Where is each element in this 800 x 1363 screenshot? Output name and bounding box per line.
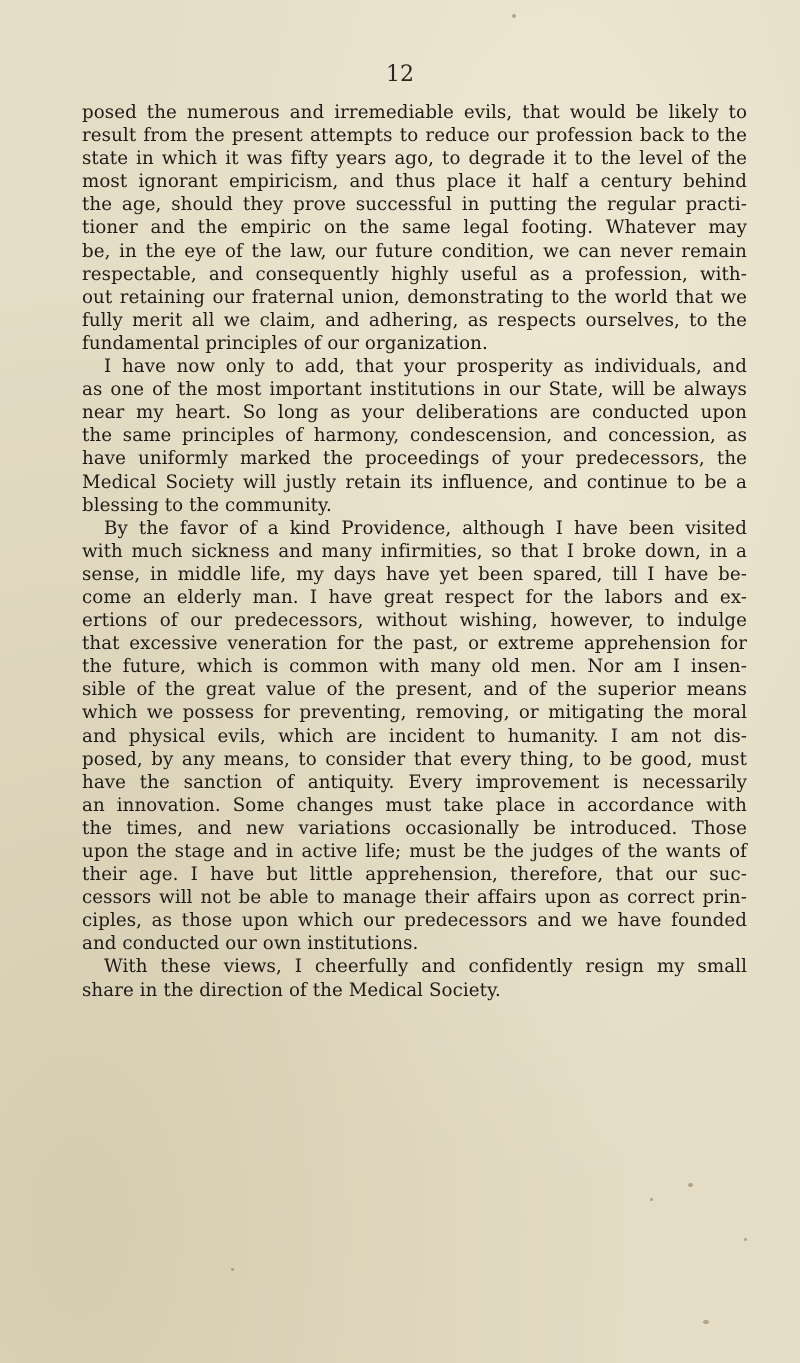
text-line: By the favor of a kind Providence, although I have been visited: [104, 517, 747, 539]
text-line: the times, and new variations occasionally be introduced. Those: [82, 817, 747, 839]
text-line: tioner and the empiric on the same legal footing. Whatever may: [82, 217, 747, 239]
text-line: posed the numerous and irremediable evils, that would be likely to: [82, 102, 747, 123]
text-line: and conducted our own institutions.: [82, 933, 419, 955]
text-line: come an elderly man. I have great respect for the labors and ex-: [82, 586, 747, 608]
text-line: posed, by any means, to consider that every thing, to be good, must: [82, 748, 747, 770]
text-line: with much sickness and many infirmities, so that I broke down, in a: [82, 540, 747, 562]
text-line: be, in the eye of the law, our future condition, we can never remain: [82, 240, 747, 262]
paper-speck: [744, 1238, 747, 1241]
text-line: I have now only to add, that your prosperity as individuals, and: [104, 356, 747, 378]
body-text: [82, 101, 747, 1002]
text-line: that excessive veneration for the past, or extreme apprehension for: [82, 633, 747, 655]
text-line: their age. I have but little apprehension, therefore, that our suc-: [82, 864, 747, 886]
text-line: fundamental principles of our organization.: [82, 332, 488, 354]
text-line: Medical Society will justly retain its influence, and continue to be a: [82, 471, 747, 493]
text-line: near my heart. So long as your deliberations are conducted upon: [82, 402, 747, 424]
text-line: an innovation. Some changes must take place in accordance with: [82, 794, 747, 816]
text-line: sible of the great value of the present, and of the superior means: [82, 679, 747, 701]
paper-speck: [512, 14, 516, 18]
text-line: ciples, as those upon which our predecessors and we have founded: [82, 910, 747, 932]
text-line: the age, should they prove successful in putting the regular practi-: [82, 194, 747, 216]
text-line: fully merit all we claim, and adhering, as respects ourselves, to the: [82, 309, 747, 331]
text-line: have uniformly marked the proceedings of your predecessors, the: [82, 448, 747, 470]
text-line: respectable, and consequently highly useful as a profession, with-: [82, 263, 747, 285]
text-line: ertions of our predecessors, without wishing, however, to indulge: [82, 610, 747, 632]
text-line: the same principles of harmony, condescension, and concession, as: [82, 425, 747, 447]
text-line: result from the present attempts to reduce our profession back to the: [82, 125, 747, 147]
text-line: and physical evils, which are incident to humanity. I am not dis-: [82, 725, 747, 747]
text-line: have the sanction of antiquity. Every improvement is necessarily: [82, 771, 747, 793]
paper-speck: [703, 1320, 709, 1324]
text-line: cessors will not be able to manage their affairs upon as correct prin-: [82, 887, 747, 909]
paper-speck: [231, 1268, 234, 1271]
text-line: upon the stage and in active life; must be the judges of the wants of: [82, 841, 747, 862]
text-line: which we possess for preventing, removing, or mitigating the moral: [82, 702, 747, 724]
text-line: blessing to the community.: [82, 494, 332, 516]
text-line: out retaining our fraternal union, demonstrating to the world that we: [82, 286, 747, 308]
paper-speck: [688, 1183, 693, 1187]
text-line: state in which it was fifty years ago, to degrade it to the level of the: [82, 148, 747, 170]
page-number: 12: [386, 62, 414, 87]
text-line: sense, in middle life, my days have yet been spared, till I have be-: [82, 563, 747, 585]
text-line: With these views, I cheerfully and confidently resign my small: [104, 956, 747, 978]
text-line: share in the direction of the Medical Society.: [82, 979, 501, 1001]
paper-speck: [650, 1198, 653, 1201]
text-line: the future, which is common with many old men. Nor am I insen-: [82, 656, 747, 678]
text-line: as one of the most important institutions in our State, will be always: [82, 379, 747, 401]
text-line: most ignorant empiricism, and thus place it half a century behind: [82, 171, 747, 193]
